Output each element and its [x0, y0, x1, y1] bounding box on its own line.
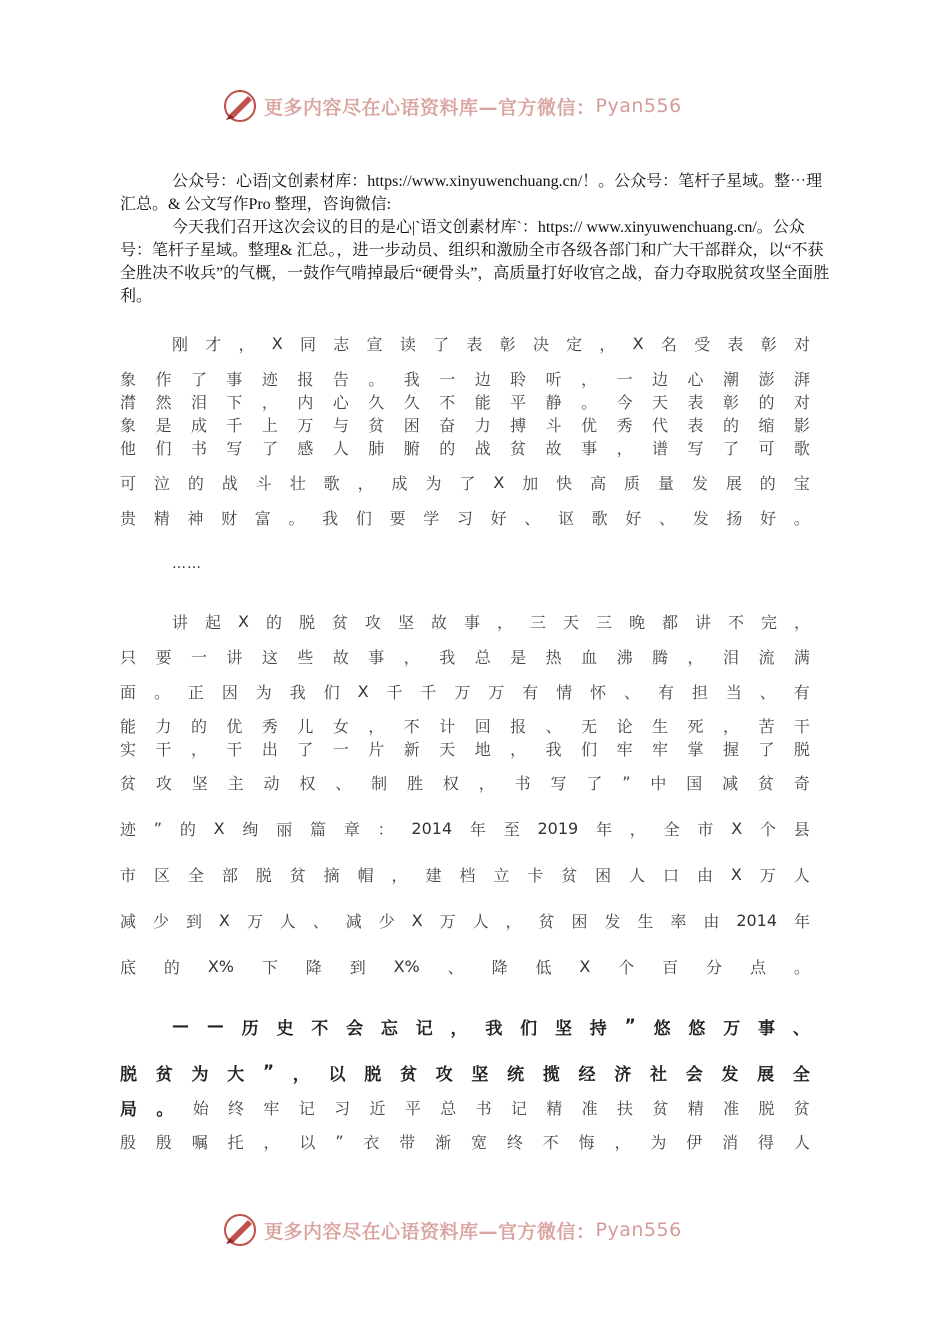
- paragraph-1-line: 象 是 成 千 上 万 与 贫 困 奋 力 搏 斗 优 秀 代 表 的 缩 影: [120, 415, 810, 435]
- mixed-line-3: 局 。 始 终 牢 记 习 近 平 总 书 记 精 准 扶 贫 精 准 脱 贫: [120, 1095, 810, 1119]
- paragraph-2-line: 讲 起 X 的 脱 贫 攻 坚 故 事 ， 三 天 三 晚 都 讲 不 完 ，: [172, 611, 810, 632]
- bold-line-2: 脱 贫 为 大 ” ， 以 脱 贫 攻 坚 统 揽 经 济 社 会 发 展 全: [120, 1062, 810, 1085]
- paragraph-1-line: 贵 精 神 财 富 。 我 们 要 学 习 好 、 讴 歌 好 、 发 扬 好 。: [120, 508, 810, 528]
- paragraph-1-line: 潸 然 泪 下 ， 内 心 久 久 不 能 平 静 。 今 天 表 彰 的 对: [120, 392, 810, 412]
- paragraph-2-line: 能 力 的 优 秀 儿 女 ， 不 计 回 报 、 无 论 生 死 ， 苦 干: [120, 716, 810, 736]
- header-paragraph-1: 公众号：心语|文创素材库：https://www.xinyuwenchuang.cn/！。公众号：笔杆子星域。整⋯理汇总。& 公文写作Pro 整理，咨询微信:: [120, 173, 823, 213]
- paragraph-2-line: 面 。 正 因 为 我 们 X 千 千 万 万 有 情 怀 、 有 担 当 、 有: [120, 681, 810, 702]
- pen-logo-icon: [222, 1212, 258, 1248]
- paragraph-2-line: 贫 攻 坚 主 动 权 、 制 胜 权 ， 书 写 了 ” 中 国 减 贫 奇: [120, 772, 810, 793]
- paragraph-2-line: 只 要 一 讲 这 些 故 事 ， 我 总 是 热 血 沸 腾 ， 泪 流 满: [120, 647, 810, 667]
- paragraph-1-line: 象 作 了 事 迹 报 告 。 我 一 边 聆 听 ， 一 边 心 潮 澎 湃: [120, 369, 810, 389]
- header-paragraph-2: 今天我们召开这次会议的目的是心|`语文创素材库`：https:// www.xinyuwenchuang.cn/。公众号：笔杆子星域。整理& 汇总。，进一步动员、组织和激励全市各级各部门和广大干部群众，以“不获全胜决不收兵”的气概，一鼓作气啃掉最后“硬骨头”，高质量打好收官之战，奋力夺取脱贫攻坚全面胜利。: [120, 219, 830, 305]
- paragraph-1-line: 刚 才 ， X 同 志 宣 读 了 表 彰 决 定 ， X 名 受 表 彰 对: [172, 333, 810, 354]
- body-line-4: 殷 殷 嘱 托 ， 以 ” 衣 带 渐 宽 终 不 悔 ， 为 伊 消 得 人: [120, 1131, 810, 1152]
- paragraph-1-line: 他 们 书 写 了 感 人 肺 腑 的 战 贫 故 事 ， 谱 写 了 可 歌: [120, 438, 810, 458]
- bold-lead: 局: [120, 1099, 137, 1120]
- bottom-watermark-banner: [222, 1210, 742, 1250]
- paragraph-2-line: 实 干 ， 干 出 了 一 片 新 天 地 ， 我 们 牢 牢 掌 握 了 脱: [120, 739, 810, 759]
- bold-line-1: — — 历 史 不 会 忘 记 ， 我 们 坚 持 ” 悠 悠 万 事 、: [172, 1016, 810, 1039]
- ellipsis: ……: [172, 556, 202, 572]
- paragraph-2-line: 迹 ” 的 X 绚 丽 篇 章 ： 2014 年 至 2019 年 ， 全 市 X 个 县: [120, 818, 810, 839]
- banner-wechat-id: Pyan556: [595, 1219, 682, 1241]
- banner-wechat-id: Pyan556: [595, 95, 682, 117]
- paragraph-2-line: 减 少 到 X 万 人 、 减 少 X 万 人 ， 贫 困 发 生 率 由 2014 年: [120, 910, 810, 931]
- paragraph-2-line: 市 区 全 部 脱 贫 摘 帽 ， 建 档 立 卡 贫 困 人 口 由 X 万 人: [120, 864, 810, 885]
- banner-text: 更多内容尽在心语资料库—官方微信：: [264, 1220, 596, 1243]
- paragraph-2-line: 底 的 X% 下 降 到 X% 、 降 低 X 个 百 分 点 。: [120, 956, 810, 977]
- bold-lead: 。: [156, 1099, 174, 1120]
- paragraph-1-line: 可 泣 的 战 斗 壮 歌 ， 成 为 了 X 加 快 高 质 量 发 展 的 宝: [120, 472, 810, 493]
- pen-logo-icon: [222, 88, 258, 124]
- banner-text: 更多内容尽在心语资料库—官方微信：: [264, 96, 596, 119]
- top-watermark-banner: [222, 86, 742, 126]
